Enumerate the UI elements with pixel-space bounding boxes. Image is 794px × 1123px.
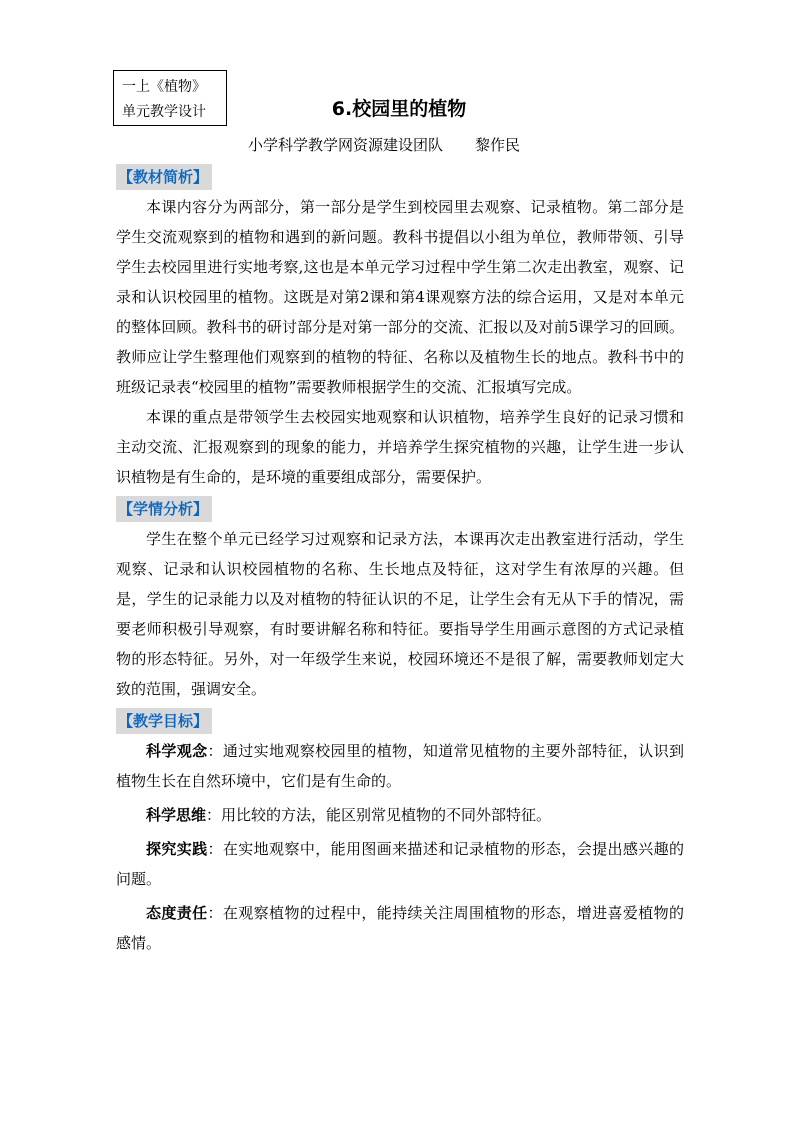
goal-item xyxy=(116,800,684,830)
goal-item xyxy=(116,834,684,894)
section-heading-goals xyxy=(116,708,684,734)
goal-label: 科学思维 xyxy=(146,806,207,824)
goal-label: 态度责任 xyxy=(146,904,208,922)
section-heading-learners xyxy=(116,496,684,522)
goal-text: ：用比较的方法，能区别常见植物的不同外部特征。 xyxy=(206,806,552,824)
paragraph: 学生在整个单元已经学习过观察和记录方法，本课再次走出教室进行活动，学生观察、记录和认识校园植物的名称、生长地点及特征，这对学生有浓厚的兴趣。但是，学生的记录能力以及对植物的特征认识的不足，让学生会有无从下手的情况，需要老师积极引导观察，有时要讲解名称和特征。要指导学生用画示意图的方式记录植物的形态特征。另外，对一年级学生来说，校园环境还不是很了解，需要教师划定大致的范围，强调安全。 xyxy=(116,530,684,698)
section-heading-label: 【教学目标】 xyxy=(116,708,212,734)
goal-text: ：在观察植物的过程中，能持续关注周围植物的形态，增进喜爱植物的感情。 xyxy=(116,904,684,952)
paragraph: 本课的重点是带领学生去校园实地观察和认识植物，培养学生良好的记录习惯和主动交流、汇报观察到的现象的能力，并培养学生探究植物的兴趣，让学生进一步认识植物是有生命的，是环境的重要组成部分，需要保护。 xyxy=(116,408,684,486)
goal-item xyxy=(116,898,684,958)
lesson-title: 6.校园里的植物 xyxy=(331,98,467,120)
goal-label: 科学观念 xyxy=(146,742,208,760)
section-heading-label: 【学情分析】 xyxy=(116,496,212,522)
goal-text: ：在实地观察中，能用图画来描述和记录植物的形态，会提出感兴趣的问题。 xyxy=(116,840,684,888)
unit-label-line2: 单元教学设计 xyxy=(122,104,206,120)
goal-text: ：通过实地观察校园里的植物，知道常见植物的主要外部特征，认识到植物生长在自然环境中，它们是有生命的。 xyxy=(116,742,684,790)
goal-label: 探究实践 xyxy=(146,840,208,858)
author-line xyxy=(248,135,520,155)
document-body xyxy=(116,164,684,962)
section-heading-textbook xyxy=(116,164,684,190)
section-heading-label: 【教材简析】 xyxy=(116,164,212,190)
unit-label-line1: 一上《植物》 xyxy=(122,79,206,95)
author-organization: 小学科学教学网资源建设团队 xyxy=(248,136,444,154)
paragraph: 本课内容分为两部分，第一部分是学生到校园里去观察、记录植物。第二部分是学生交流观察到的植物和遇到的新问题。教科书提倡以小组为单位，教师带领、引导学生去校园里进行实地考察,这也是本单元学习过程中学生第二次走出教室，观察、记录和认识校园里的植物。这既是对第2课和第4课观察方法的综合运用，又是对本单元的整体回顾。教科书的研讨部分是对第一部分的交流、汇报以及对前5课学习的回顾。教师应让学生整理他们观察到的植物的特征、名称以及植物生长的地点。教科书中的班级记录表“校园里的植物”需要教师根据学生的交流、汇报填写完成。 xyxy=(116,198,684,396)
goal-item xyxy=(116,736,684,796)
author-name: 黎作民 xyxy=(475,136,521,154)
